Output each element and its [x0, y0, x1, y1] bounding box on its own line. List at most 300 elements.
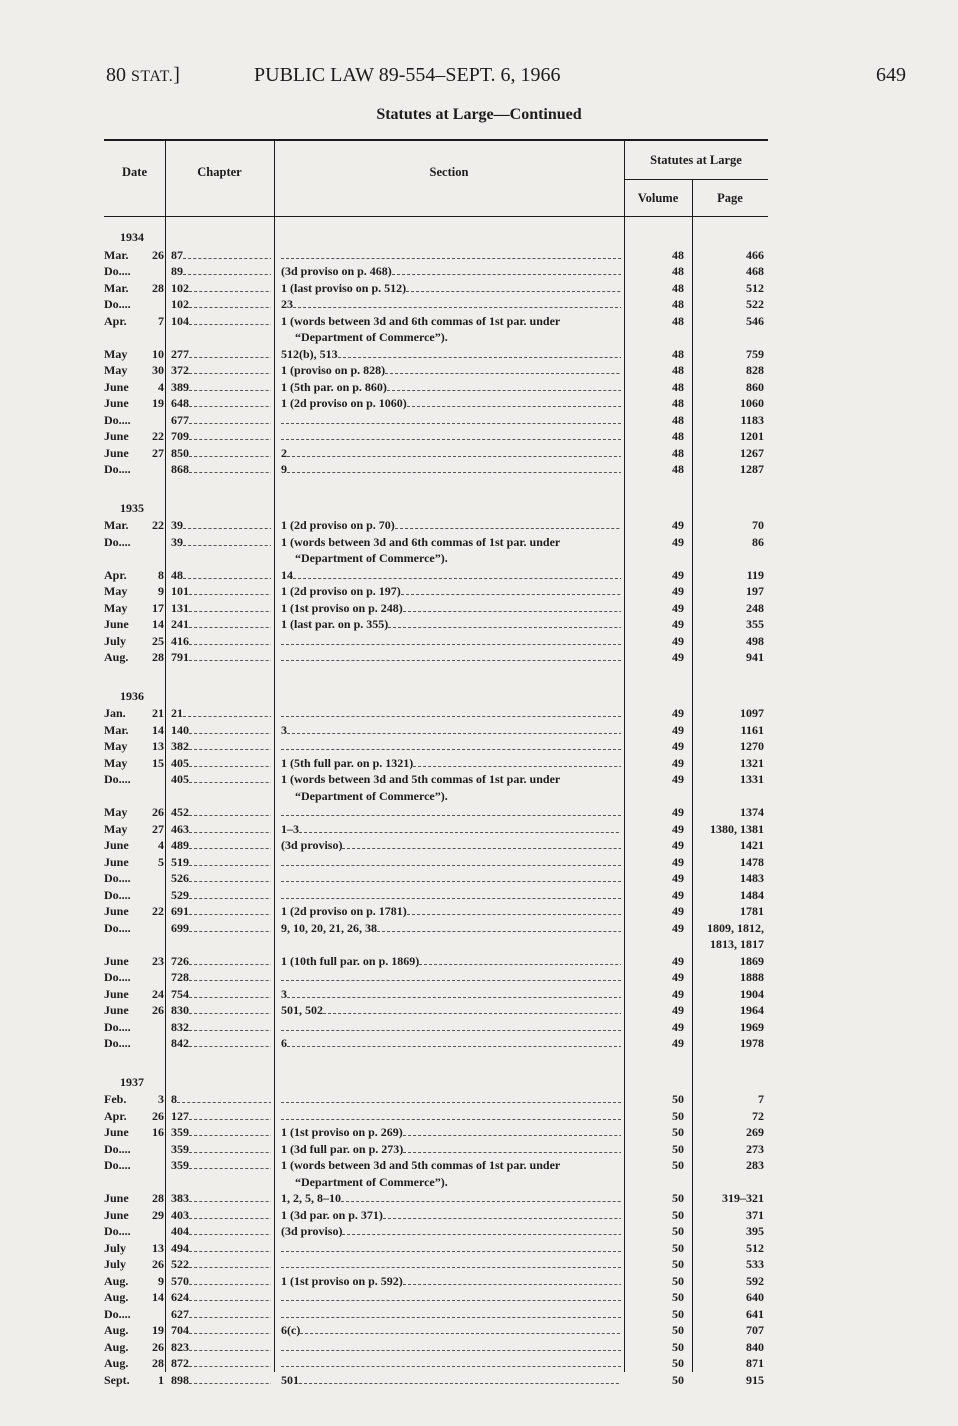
- section-cell: [281, 705, 621, 722]
- section-text-line: [281, 1322, 621, 1339]
- chapter-number: 359: [171, 1125, 189, 1140]
- section-text-line: [281, 821, 621, 838]
- section-cell: [281, 616, 621, 633]
- page-value: 498: [746, 633, 764, 648]
- page-value: 319–321: [722, 1191, 764, 1206]
- date-day: 19: [152, 396, 164, 410]
- chapter-number: 140: [171, 722, 189, 737]
- leader-dots: [189, 1109, 271, 1120]
- section-leader: [281, 854, 621, 871]
- date-day: 5: [158, 854, 164, 869]
- chapter-cell: [171, 346, 271, 363]
- date-month: Sept.: [104, 1372, 130, 1387]
- section-leader: [281, 969, 621, 986]
- table-row: [104, 1108, 768, 1125]
- chapter-number: 404: [171, 1224, 189, 1239]
- page-value: 641: [746, 1306, 764, 1321]
- date-month: Do....: [104, 412, 131, 427]
- section-cell: [281, 771, 621, 804]
- chapter-cell: [171, 428, 271, 445]
- section-text-line: [281, 920, 621, 937]
- leader-dots: [189, 1036, 271, 1047]
- chapter-cell: [171, 1002, 271, 1019]
- chapter-number: 728: [171, 970, 189, 985]
- volume-cell: 49: [672, 584, 684, 599]
- page-cell: [704, 1355, 764, 1372]
- page-value: 1421: [740, 838, 764, 853]
- volume-cell: 50: [672, 1339, 684, 1354]
- page-value: 640: [746, 1290, 764, 1305]
- chapter-number: 823: [171, 1339, 189, 1354]
- section-text-line: [281, 755, 621, 772]
- volume-cell: 48: [672, 297, 684, 311]
- leader-dots: [189, 1307, 271, 1318]
- section-leader: [281, 1339, 621, 1356]
- leader-dots: [189, 1257, 271, 1268]
- section-text-line: [281, 986, 621, 1003]
- chapter-number: 842: [171, 1036, 189, 1051]
- leader-dots: [338, 347, 621, 358]
- table-row: [104, 649, 768, 666]
- chapter-number: 87: [171, 247, 183, 262]
- chapter-number: 519: [171, 854, 189, 869]
- page-cell: [704, 1306, 764, 1323]
- volume-cell: 48: [672, 264, 684, 278]
- page-cell: [704, 1273, 764, 1290]
- page-value: 269: [746, 1125, 764, 1140]
- section-cell: [281, 1019, 621, 1036]
- chapter-number: 405: [171, 755, 189, 770]
- section-text: 2: [281, 445, 287, 460]
- volume-cell: 49: [672, 953, 684, 968]
- section-cell: [281, 633, 621, 650]
- table-row: [104, 428, 768, 445]
- section-text: 3: [281, 722, 287, 737]
- volume-cell: 49: [672, 518, 684, 533]
- chapter-cell: [171, 412, 271, 429]
- leader-dots: [281, 706, 621, 717]
- page-cell: [704, 738, 764, 755]
- chapter-cell: [171, 583, 271, 600]
- table-row: [104, 1322, 768, 1339]
- table-row: [104, 1035, 768, 1052]
- date-day: 13: [152, 1240, 164, 1255]
- date-month: May: [104, 755, 128, 770]
- leader-dots: [293, 568, 621, 579]
- table-row: [104, 953, 768, 970]
- date-day: 29: [152, 1207, 164, 1222]
- volume-cell: 48: [672, 429, 684, 443]
- section-text: 3: [281, 986, 287, 1001]
- date-day: 26: [152, 1003, 164, 1018]
- date-day: 4: [158, 838, 164, 853]
- chapter-number: 389: [171, 379, 189, 394]
- table-subtitle: Statutes at Large—Continued: [376, 106, 582, 123]
- leader-dots: [281, 1257, 621, 1268]
- section-text-line: [281, 722, 621, 739]
- statutes-table: [104, 139, 768, 1387]
- section-cell: [281, 567, 621, 584]
- volume-cell: 50: [672, 1092, 684, 1107]
- table-row: [104, 600, 768, 617]
- section-text: “Department of Commerce”).: [295, 788, 448, 803]
- statutes-sub-rule: [624, 179, 768, 180]
- page-value: 1267: [740, 445, 764, 460]
- chapter-number: 704: [171, 1323, 189, 1338]
- leader-dots: [300, 1323, 621, 1334]
- leader-dots: [287, 723, 621, 734]
- chapter-cell: [171, 1190, 271, 1207]
- page-cell: [704, 920, 764, 953]
- chapter-cell: [171, 1372, 271, 1389]
- volume-cell: 49: [672, 805, 684, 820]
- chapter-cell: [171, 1019, 271, 1036]
- chapter-cell: [171, 313, 271, 330]
- section-text-line: [281, 362, 621, 379]
- leader-dots: [189, 1340, 271, 1351]
- page-value: 1978: [740, 1036, 764, 1051]
- page-value: 283: [746, 1158, 764, 1173]
- page-value: 248: [746, 600, 764, 615]
- table-row: [104, 738, 768, 755]
- volume-cell: 50: [672, 1141, 684, 1156]
- table-row: [104, 986, 768, 1003]
- leader-dots: [189, 838, 271, 849]
- date-month: June: [104, 986, 129, 1001]
- section-cell: [281, 1141, 621, 1158]
- leader-dots: [189, 584, 271, 595]
- section-text-line: [281, 1141, 621, 1158]
- page-cell: [704, 1322, 764, 1339]
- col-page: Page: [717, 191, 743, 205]
- leader-dots: [189, 756, 271, 767]
- table-row: [104, 854, 768, 871]
- chapter-cell: [171, 986, 271, 1003]
- section-cell: [281, 1322, 621, 1339]
- page-value: 1813, 1817: [710, 937, 764, 952]
- leader-dots: [189, 634, 271, 645]
- section-text-line: [281, 1223, 621, 1240]
- chapter-cell: [171, 755, 271, 772]
- leader-dots: [189, 396, 271, 407]
- date-month: Aug.: [104, 1290, 129, 1305]
- leader-dots: [183, 248, 271, 259]
- chapter-number: 699: [171, 920, 189, 935]
- section-cell: [281, 755, 621, 772]
- chapter-number: 405: [171, 772, 189, 787]
- page-cell: [704, 280, 764, 297]
- page-cell: [704, 1207, 764, 1224]
- volume-cell: 48: [672, 280, 684, 295]
- leader-dots: [189, 429, 271, 440]
- chapter-cell: [171, 887, 271, 904]
- page-cell: [704, 837, 764, 854]
- table-row: [104, 1289, 768, 1306]
- volume-cell: 49: [672, 600, 684, 615]
- chapter-cell: [171, 616, 271, 633]
- section-text: 1 (10th full par. on p. 1869): [281, 953, 420, 968]
- section-cell: [281, 313, 621, 346]
- section-cell: [281, 969, 621, 986]
- leader-dots: [341, 1191, 621, 1202]
- page-value: 70: [752, 518, 764, 533]
- page-cell: [704, 887, 764, 904]
- chapter-number: 648: [171, 396, 189, 410]
- section-text-line: [281, 903, 621, 920]
- leader-dots: [189, 1323, 271, 1334]
- page-value: 522: [746, 297, 764, 311]
- section-cell: [281, 887, 621, 904]
- section-text-line: [281, 1174, 621, 1191]
- leader-dots: [189, 380, 271, 391]
- section-text: 1 (words between 3d and 6th commas of 1st par. under: [281, 534, 561, 549]
- chapter-cell: [171, 362, 271, 379]
- volume-cell: 48: [672, 313, 684, 328]
- date-month: Aug.: [104, 1323, 129, 1338]
- leader-dots: [281, 1307, 621, 1318]
- page-cell: [704, 903, 764, 920]
- page-cell: [704, 247, 764, 264]
- page-value: 1183: [740, 412, 764, 427]
- section-text: 1 (last par. on p. 355): [281, 617, 389, 632]
- section-text-line: [281, 379, 621, 396]
- top-rule: [104, 139, 768, 141]
- page-cell: [704, 412, 764, 429]
- page-cell: [704, 517, 764, 534]
- page-cell: [704, 705, 764, 722]
- chapter-number: 383: [171, 1191, 189, 1206]
- section-text-line: [281, 616, 621, 633]
- page-cell: [704, 771, 764, 788]
- date-day: 30: [152, 363, 164, 377]
- date-month: June: [104, 396, 129, 410]
- leader-dots: [189, 822, 271, 833]
- date-month: June: [104, 838, 129, 853]
- section-text: 1 (1st proviso on p. 592): [281, 1273, 403, 1288]
- page-cell: [704, 296, 764, 313]
- date-month: Apr.: [104, 567, 127, 582]
- date-month: Do....: [104, 534, 131, 549]
- section-text-line: [281, 837, 621, 854]
- leader-dots: [189, 1125, 271, 1136]
- section-text: 1 (5th full par. on p. 1321): [281, 755, 414, 770]
- section-leader: [281, 870, 621, 887]
- chapter-cell: [171, 461, 271, 478]
- page-cell: [704, 461, 764, 478]
- volume-cell: 48: [672, 396, 684, 410]
- date-day: 17: [152, 600, 164, 615]
- chapter-number: 48: [171, 567, 183, 582]
- leader-dots: [189, 446, 271, 457]
- chapter-number: 726: [171, 953, 189, 968]
- table-row: [104, 1339, 768, 1356]
- year-heading: 1935: [120, 500, 144, 515]
- leader-dots: [189, 1003, 271, 1014]
- section-cell: [281, 903, 621, 920]
- section-cell: [281, 461, 621, 478]
- leader-dots: [385, 363, 621, 374]
- chapter-number: 359: [171, 1141, 189, 1156]
- col-statutes: Statutes at Large: [650, 153, 742, 167]
- section-text-line: [281, 788, 621, 805]
- page-cell: [704, 1019, 764, 1036]
- leader-dots: [281, 739, 621, 750]
- page-value: 119: [746, 567, 764, 582]
- section-cell: [281, 821, 621, 838]
- table-row: [104, 1124, 768, 1141]
- date-day: 25: [152, 633, 164, 648]
- section-text: 512(b), 513: [281, 346, 338, 361]
- chapter-number: 241: [171, 617, 189, 632]
- section-text: 1 (proviso on p. 828): [281, 363, 386, 377]
- leader-dots: [189, 987, 271, 998]
- volume-cell: 48: [672, 445, 684, 460]
- leader-dots: [403, 1142, 621, 1153]
- header-title: PUBLIC LAW 89-554–SEPT. 6, 1966: [254, 64, 561, 86]
- section-cell: [281, 1091, 621, 1108]
- chapter-cell: [171, 854, 271, 871]
- page-value: 860: [746, 379, 764, 394]
- date-month: Jan.: [104, 706, 126, 721]
- page-value: 355: [746, 617, 764, 632]
- table-row: [104, 263, 768, 280]
- table-row: [104, 461, 768, 478]
- date-month: June: [104, 617, 129, 632]
- leader-dots: [323, 1003, 621, 1014]
- date-day: 26: [152, 1108, 164, 1123]
- date-month: May: [104, 739, 128, 754]
- volume-cell: 49: [672, 755, 684, 770]
- section-text-line: [281, 1273, 621, 1290]
- leader-dots: [281, 1340, 621, 1351]
- section-text: 9, 10, 20, 21, 26, 38: [281, 920, 377, 935]
- section-text-line: [281, 550, 621, 567]
- table-row: [104, 821, 768, 838]
- section-cell: [281, 1035, 621, 1052]
- table-row: [104, 1306, 768, 1323]
- leader-dots: [189, 739, 271, 750]
- table-row: [104, 1372, 768, 1389]
- chapter-number: 102: [171, 280, 189, 295]
- page-value: 1270: [740, 739, 764, 754]
- page-cell: [704, 953, 764, 970]
- table-row: [104, 1207, 768, 1224]
- page-cell: [704, 1339, 764, 1356]
- leader-dots: [177, 1092, 271, 1103]
- chapter-number: 791: [171, 650, 189, 665]
- leader-dots: [281, 1092, 621, 1103]
- chapter-number: 89: [171, 264, 183, 278]
- volume-cell: 48: [672, 363, 684, 377]
- table-row: [104, 722, 768, 739]
- table-row: [104, 379, 768, 396]
- chapter-cell: [171, 969, 271, 986]
- leader-dots: [395, 518, 621, 529]
- chapter-cell: [171, 738, 271, 755]
- volume-cell: 50: [672, 1240, 684, 1255]
- section-cell: [281, 583, 621, 600]
- chapter-cell: [171, 837, 271, 854]
- date-month: June: [104, 429, 129, 443]
- date-month: May: [104, 363, 128, 377]
- section-text: 14: [281, 567, 293, 582]
- volume-cell: 49: [672, 534, 684, 549]
- date-month: Feb.: [104, 1092, 127, 1107]
- leader-dots: [281, 650, 621, 661]
- page-cell: [704, 395, 764, 412]
- date-day: 4: [158, 379, 164, 394]
- table-row: [104, 771, 768, 804]
- volume-cell: 50: [672, 1191, 684, 1206]
- chapter-number: 850: [171, 445, 189, 460]
- chapter-cell: [171, 821, 271, 838]
- section-cell: [281, 1002, 621, 1019]
- leader-dots: [189, 1274, 271, 1285]
- year-heading: 1937: [120, 1074, 144, 1089]
- section-text-line: [281, 1190, 621, 1207]
- volume-cell: 50: [672, 1224, 684, 1239]
- page-cell: [704, 1091, 764, 1108]
- table-row: [104, 247, 768, 264]
- leader-dots: [281, 970, 621, 981]
- date-day: 14: [152, 1290, 164, 1305]
- chapter-cell: [171, 263, 271, 280]
- page-value: 72: [752, 1108, 764, 1123]
- date-month: May: [104, 346, 128, 361]
- section-cell: [281, 428, 621, 445]
- date-day: 9: [158, 584, 164, 599]
- table-row: [104, 1141, 768, 1158]
- date-day: 28: [152, 1356, 164, 1371]
- section-text: 6(c): [281, 1323, 301, 1338]
- date-month: Do....: [104, 920, 131, 935]
- date-day: 15: [152, 755, 164, 770]
- page-value: 828: [746, 363, 764, 377]
- section-text: 1 (words between 3d and 5th commas of 1st par. under: [281, 772, 561, 787]
- leader-dots: [189, 805, 271, 816]
- section-cell: [281, 1289, 621, 1306]
- leader-dots: [189, 855, 271, 866]
- page-cell: [704, 1108, 764, 1125]
- date-month: May: [104, 821, 128, 836]
- section-cell: [281, 600, 621, 617]
- page-value: 1374: [740, 805, 764, 820]
- date-day: 7: [158, 313, 164, 328]
- chapter-cell: [171, 1223, 271, 1240]
- table-row: [104, 705, 768, 722]
- leader-dots: [342, 838, 621, 849]
- date-month: Aug.: [104, 650, 129, 665]
- section-leader: [281, 705, 621, 722]
- chapter-cell: [171, 600, 271, 617]
- leader-dots: [189, 281, 271, 292]
- page-cell: [704, 313, 764, 330]
- date-day: 21: [152, 706, 164, 721]
- leader-dots: [189, 1241, 271, 1252]
- volume-cell: 50: [672, 1257, 684, 1272]
- chapter-number: 526: [171, 871, 189, 886]
- chapter-cell: [171, 870, 271, 887]
- table-row: [104, 1256, 768, 1273]
- date-day: 19: [152, 1323, 164, 1338]
- page-cell: [704, 755, 764, 772]
- date-month: Do....: [104, 772, 131, 787]
- page-value: 592: [746, 1273, 764, 1288]
- volume-cell: 49: [672, 986, 684, 1001]
- chapter-number: 452: [171, 805, 189, 820]
- section-cell: [281, 854, 621, 871]
- section-leader: [281, 1256, 621, 1273]
